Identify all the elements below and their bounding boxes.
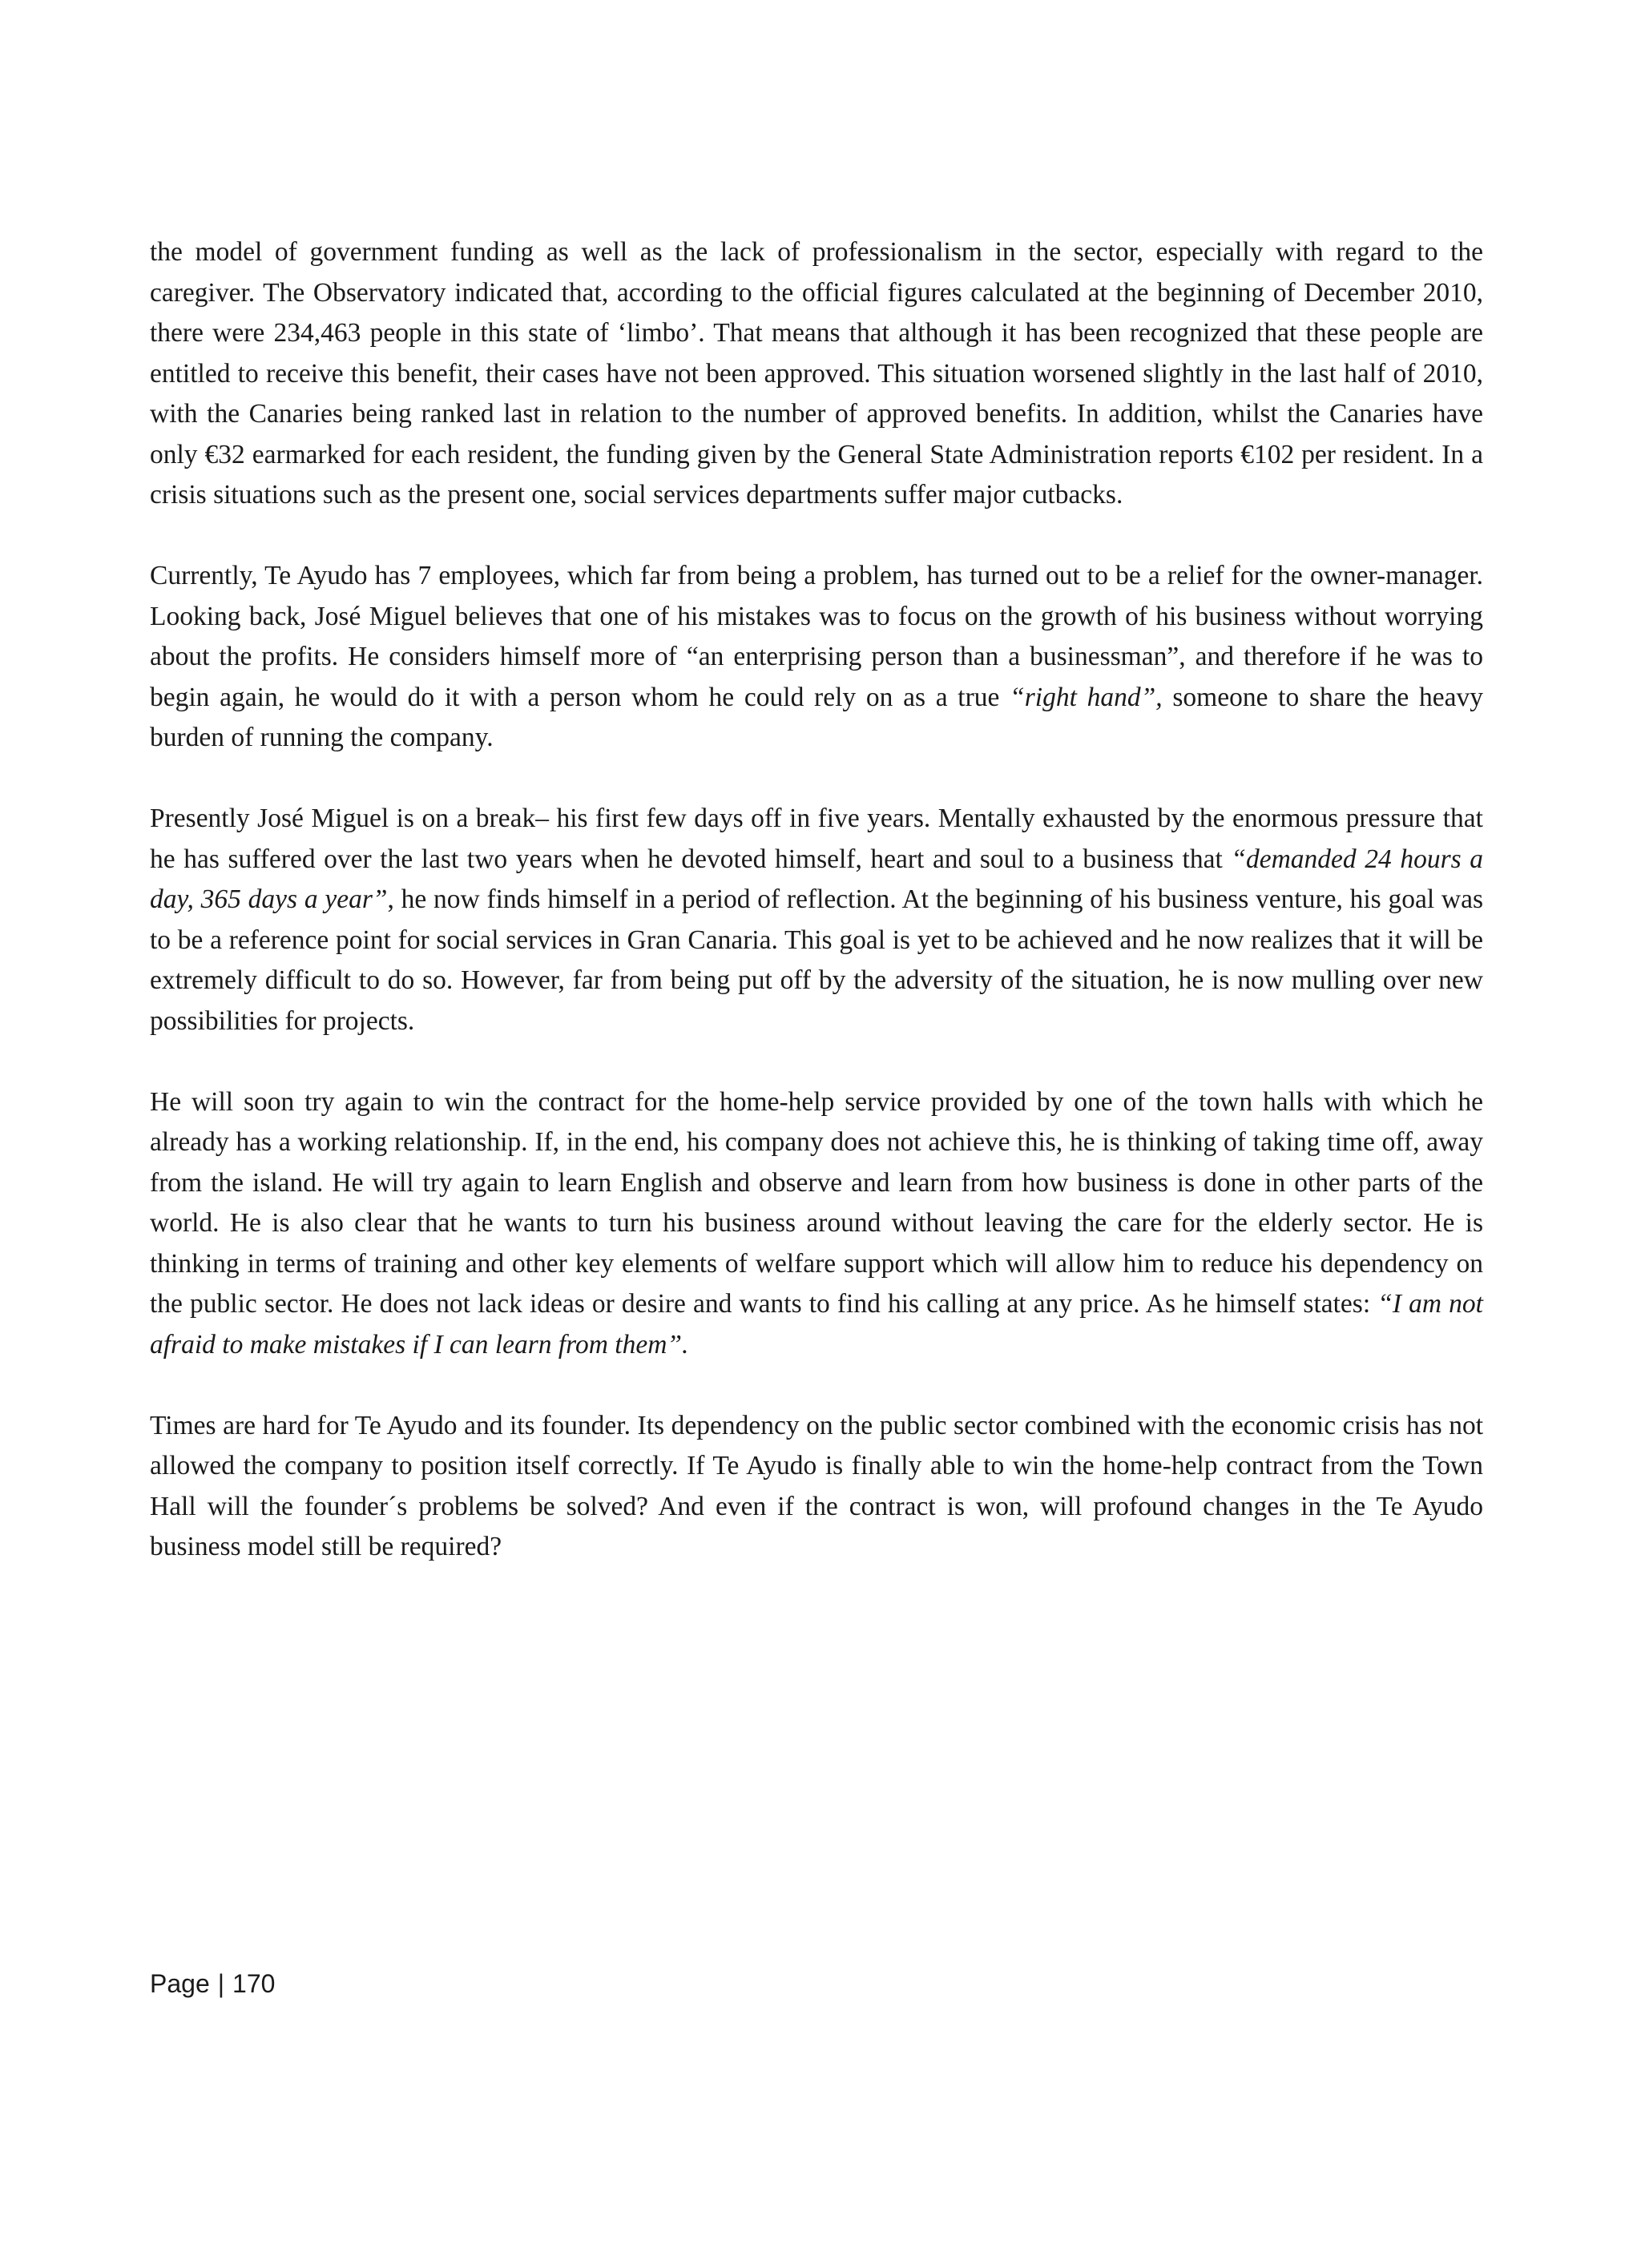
paragraph-text: Presently José Miguel is on a break– his first few days off in five years. Mentally exhausted by the enormous pressure that he has suffered over the last two years when he devoted himself, heart and soul to a business that	[150, 804, 1483, 874]
quote-24-hours: “demanded 24 hours a day, 365 days a year”	[150, 844, 1483, 914]
paragraph-conclusion	[150, 1406, 1483, 1568]
paragraph-text: Times are hard for Te Ayudo and its founder. Its dependency on the public sector combined with the economic crisis has not allowed the company to position itself correctly. If Te Ayudo is finally able to win the home-help contract from the Town Hall will the founder´s problems be solved? And even if the contract is won, will profound changes in the Te Ayudo business model still be required?	[150, 1410, 1483, 1561]
paragraph-text: someone to share the heavy burden of running the company.	[150, 682, 1483, 752]
paragraph-text: He will soon try again to win the contract for the home-help service provided by one of the town halls with which he already has a working relationship. If, in the end, his company does not achieve this, he is thinking of taking time off, away from the island. He will try again to learn English and observe and learn from how business is done in other parts of the world. He is also clear that he wants to turn his business around without leaving the care for the elderly sector. He is thinking in terms of training and other key elements of welfare support which will allow him to reduce his dependency on the public sector. He does not lack ideas or desire and wants to find his calling at any price. As he himself states:	[150, 1086, 1483, 1319]
page-label: Page	[150, 1969, 210, 1998]
paragraph-text: Currently, Te Ayudo has 7 employees, which far from being a problem, has turned out to be a relief for the owner-manager. Looking back, José Miguel believes that one of his mistakes was to focus on the growth of his business without worrying about the profits. He considers himself more of “an enterprising person than a businessman”, and therefore if he was to begin again, he would do it with a person whom he could rely on as a true	[150, 561, 1483, 712]
paragraph-break	[150, 799, 1483, 1041]
paragraph-employees	[150, 556, 1483, 759]
page-number: 170	[232, 1969, 276, 1998]
page-separator: |	[217, 1969, 225, 1998]
paragraph-funding-limbo	[150, 232, 1483, 516]
paragraph-contract	[150, 1082, 1483, 1366]
quote-right-hand: “right hand”,	[1010, 682, 1163, 712]
page-footer	[150, 1968, 275, 2000]
quote-mistakes: “I am not afraid to make mistakes if I can learn from them”.	[150, 1289, 1483, 1360]
body-text	[150, 232, 1483, 1608]
paragraph-text: the model of government funding as well as the lack of professionalism in the sector, especially with regard to the caregiver. The Observatory indicated that, according to the official figures calculated at the beginning of December 2010, there were 234,463 people in this state of ‘limbo’. That means that although it has been recognized that these people are entitled to receive this benefit, their cases have not been approved. This situation worsened slightly in the last half of 2010, with the Canaries being ranked last in relation to the number of approved benefits. In addition, whilst the Canaries have only €32 earmarked for each resident, the funding given by the General State Administration reports €102 per resident. In a crisis situations such as the present one, social services departments suffer major cutbacks.	[150, 237, 1483, 510]
paragraph-text: , he now finds himself in a period of reflection. At the beginning of his business venture, his goal was to be a reference point for social services in Gran Canaria. This goal is yet to be achieved and he now realizes that it will be extremely difficult to do so. However, far from being put off by the adversity of the situation, he is now mulling over new possibilities for projects.	[150, 884, 1483, 1036]
